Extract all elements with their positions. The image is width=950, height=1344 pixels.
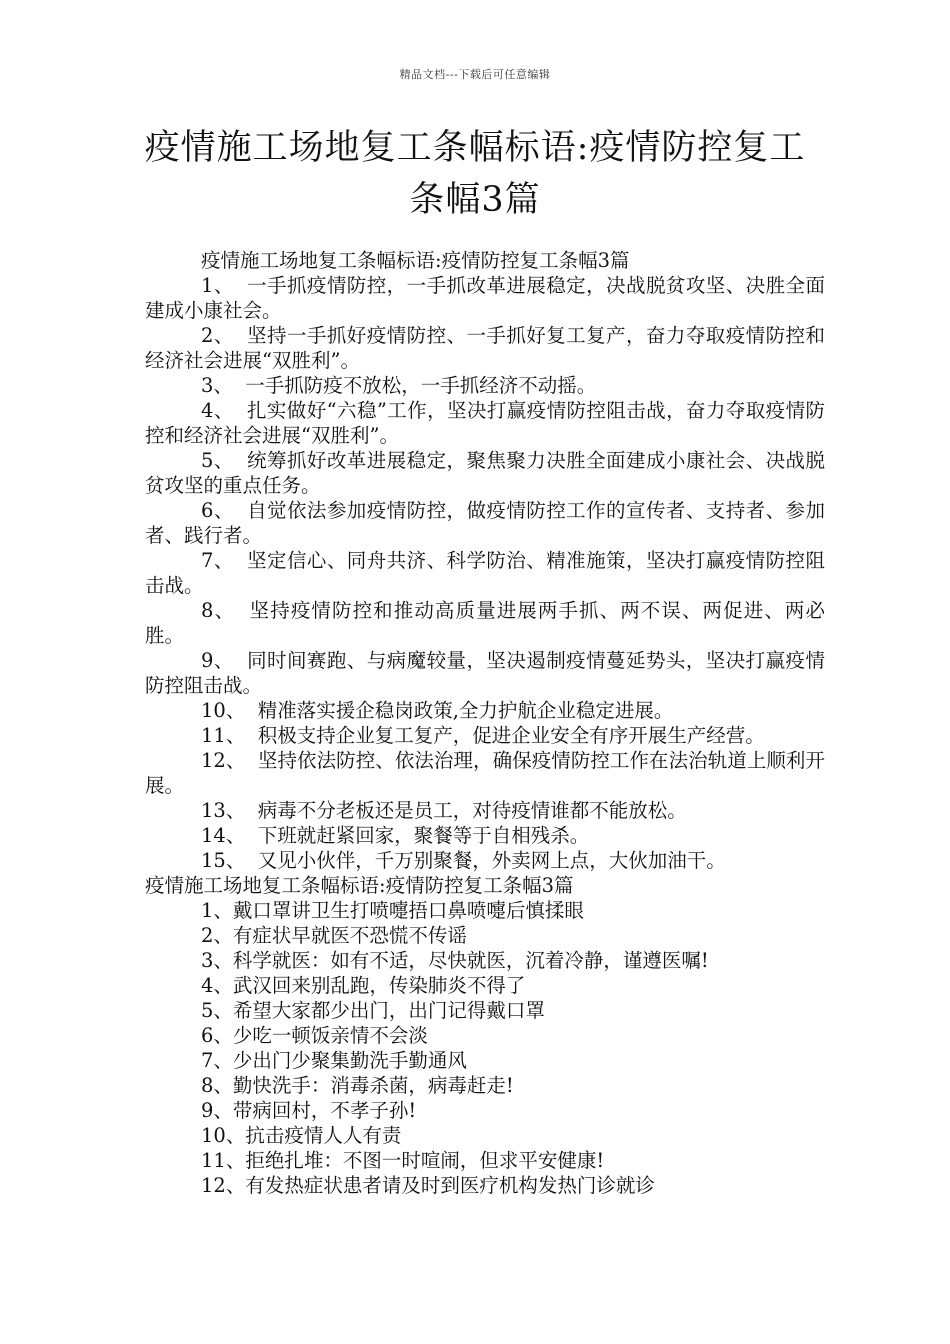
title-line-1: 疫情施工场地复工条幅标语:疫情防控复工 [144, 128, 806, 168]
document-body [145, 248, 825, 1198]
header-note: 精品文档---下载后可任意编辑 [399, 68, 551, 81]
list-item: 9、带病回村，不孝子孙! [201, 1099, 417, 1122]
list-item: 14、 下班就赶紧回家，聚餐等于自相残杀。 [201, 824, 590, 847]
title-line-2: 条幅3篇 [409, 180, 541, 220]
list-item: 11、拒绝扎堆：不图一时喧闹，但求平安健康! [201, 1149, 605, 1172]
list-item: 10、 精准落实援企稳岗政策,全力护航企业稳定进展。 [201, 699, 674, 722]
list-item: 3、科学就医：如有不适，尽快就医，沉着冷静，谨遵医嘱! [201, 949, 709, 972]
list-item: 5、 统筹抓好改革进展稳定，聚焦聚力决胜全面建成小康社会、决战脱贫攻坚的重点任务。 [145, 449, 825, 497]
list-item: 13、 病毒不分老板还是员工，对待疫情谁都不能放松。 [201, 799, 687, 822]
list-item: 4、 扎实做好“六稳”工作，坚决打赢疫情防控阻击战，奋力夺取疫情防控和经济社会进展“双胜利”。 [145, 399, 825, 447]
list-item: 11、 积极支持企业复工复产，促进企业安全有序开展生产经营。 [201, 724, 765, 747]
list-item: 3、 一手抓防疫不放松，一手抓经济不动摇。 [201, 374, 597, 397]
slogan-list-1 [145, 273, 825, 873]
list-item: 6、 自觉依法参加疫情防控，做疫情防控工作的宣传者、支持者、参加者、践行者。 [145, 499, 825, 547]
section-2-heading: 疫情施工场地复工条幅标语:疫情防控复工条幅3篇 [145, 874, 574, 897]
list-item: 12、有发热症状患者请及时到医疗机构发热门诊就诊 [201, 1174, 655, 1197]
list-item: 8、 坚持疫情防控和推动高质量进展两手抓、两不误、两促进、两必胜。 [145, 599, 825, 647]
list-item: 1、戴口罩讲卫生打喷嚏捂口鼻喷嚏后慎揉眼 [201, 899, 584, 922]
list-item: 4、武汉回来别乱跑，传染肺炎不得了 [201, 974, 526, 997]
list-item: 7、 坚定信心、同舟共济、科学防治、精准施策，坚决打赢疫情防控阻击战。 [145, 549, 825, 597]
list-item: 2、 坚持一手抓好疫情防控、一手抓好复工复产，奋力夺取疫情防控和经济社会进展“双胜利”。 [145, 324, 825, 372]
list-item: 2、有症状早就医不恐慌不传谣 [201, 924, 467, 947]
list-item: 7、少出门少聚集勤洗手勤通风 [201, 1049, 467, 1072]
list-item: 6、少吃一顿饭亲情不会淡 [201, 1024, 428, 1047]
list-item: 9、 同时间赛跑、与病魔较量，坚决遏制疫情蔓延势头，坚决打赢疫情防控阻击战。 [145, 649, 825, 697]
list-item: 5、希望大家都少出门，出门记得戴口罩 [201, 999, 545, 1022]
intro-paragraph: 疫情施工场地复工条幅标语:疫情防控复工条幅3篇 [201, 249, 630, 272]
list-item: 10、抗击疫情人人有责 [201, 1124, 402, 1147]
document-title [120, 122, 830, 226]
list-item: 12、 坚持依法防控、依法治理，确保疫情防控工作在法治轨道上顺利开展。 [145, 749, 825, 797]
slogan-list-2 [145, 898, 825, 1198]
list-item: 1、 一手抓疫情防控，一手抓改革进展稳定，决战脱贫攻坚、决胜全面建成小康社会。 [145, 274, 825, 322]
list-item: 15、 又见小伙伴，千万别聚餐，外卖网上点，大伙加油干。 [201, 849, 726, 872]
list-item: 8、勤快洗手：消毒杀菌，病毒赶走! [201, 1074, 514, 1097]
